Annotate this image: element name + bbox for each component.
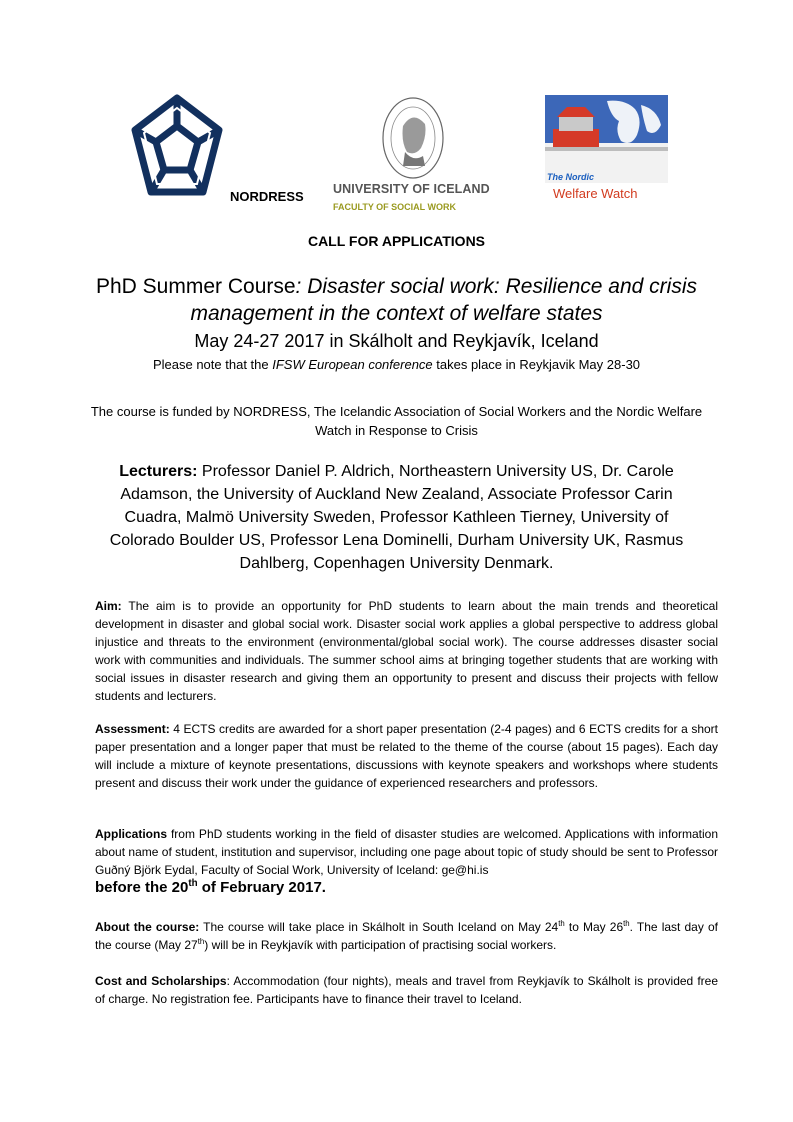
note-suffix: takes place in Reykjavik May 28-30 [432,357,641,372]
about-text-c: . The last day of the course (May 27 [95,920,718,952]
about-text-b: to May 26 [564,920,624,934]
about-sup-2: th [623,919,630,928]
lecturers-paragraph [90,460,703,575]
cost-paragraph [95,972,718,1008]
assessment-text: 4 ECTS credits are awarded for a short paper presentation (2-4 pages) and 6 ECTS credits for a short paper presentation and a longer paper that must be related to the theme of the course (about 15 pages). Each day will include a mixture of keynote presentations, discussions with keynote speakers and workshops where students present and discuss their work under the guidance of experienced researchers and professors. [95,722,718,790]
university-seal-icon [381,96,445,180]
about-label: About the course: [95,920,200,934]
nordress-label: NORDRESS [230,189,304,204]
course-title-italic: : Disaster social work: Resilience and crisis management in the context of welfare states [190,275,698,325]
call-for-applications-heading: CALL FOR APPLICATIONS [307,233,486,249]
application-deadline [95,879,326,896]
nordress-logo [128,92,226,202]
about-course-paragraph [95,918,718,954]
deadline-part-a: before the 20 [95,879,189,896]
applications-text: from PhD students working in the field of disaster studies are welcomed. Applications with information about name of student, institution and supervisor, including one page about topic of study should be sent to Professor Guðný Björk Eydal, Faculty of Social Work, University of Iceland: ge@hi.is [95,827,718,877]
nordic-welfare-watch-logo [545,95,668,205]
about-sup-3: th [197,937,205,946]
note-italic: IFSW European conference [272,357,433,372]
assessment-paragraph [95,720,718,792]
course-dates: May 24-27 2017 in Skálholt and Reykjavík, Iceland [194,331,599,351]
lighthouse-map-icon [545,95,668,183]
course-title-prefix: PhD Summer Course [95,275,296,298]
applications-label: Applications [95,827,168,841]
about-text-a: The course will take place in Skálholt in South Iceland on May 24 [199,920,559,934]
applications-paragraph [95,825,718,879]
about-text-d: ) will be in Reykjavík with participation of practising social workers. [204,938,557,952]
university-of-iceland-logo [333,96,493,216]
welfare-watch-label: Welfare Watch [553,186,638,201]
cost-label: Cost and Scholarships [95,974,227,988]
university-name: UNIVERSITY OF ICELAND [333,182,490,196]
assessment-label: Assessment: [95,722,170,736]
lecturers-label: Lecturers: [119,463,198,480]
cost-text: : Accommodation (four nights), meals and travel from Reykjavík to Skálholt is provided free of charge. No registration fee. Participants have to finance their travel to Iceland. [95,974,719,1006]
deadline-sup: th [188,878,198,889]
faculty-name: FACULTY OF SOCIAL WORK [333,202,456,212]
lecturers-text: Professor Daniel P. Aldrich, Northeastern University US, Dr. Carole Adamson, the University of Auckland New Zealand, Associate Professor Carin Cuadra, Malmö University Sweden, Professor Kathleen Tierney, University of Colorado Boulder US, Professor Lena Dominelli, Durham University UK, Rasmus Dahlberg, Copenhagen University Denmark. [109,463,684,572]
nordic-label: The Nordic [547,172,595,182]
funding-statement: The course is funded by NORDRESS, The Icelandic Association of Social Workers and the Nordic Welfare Watch in Response to Crisis [90,404,703,438]
course-title [60,273,733,327]
deadline-part-b: of February 2017. [197,879,326,896]
aim-paragraph [95,597,718,705]
about-sup-1: th [558,919,565,928]
aim-label: Aim: [95,599,122,613]
nordress-knot-icon [128,92,226,202]
ifsw-note [60,357,733,372]
aim-text: The aim is to provide an opportunity for PhD students to learn about the main trends and theoretical development in disaster and global social work. Disaster social work applies a global perspective to address global injustice and threats to the environment (environmental/global social work). The course addresses disaster social work with communities and individuals. The summer school aims at bringing together students that are working with social issues in disaster research and giving them an opportunity to present and discuss their projects with fellow students and lecturers. [95,599,718,703]
note-prefix: Please note that the [152,357,273,372]
